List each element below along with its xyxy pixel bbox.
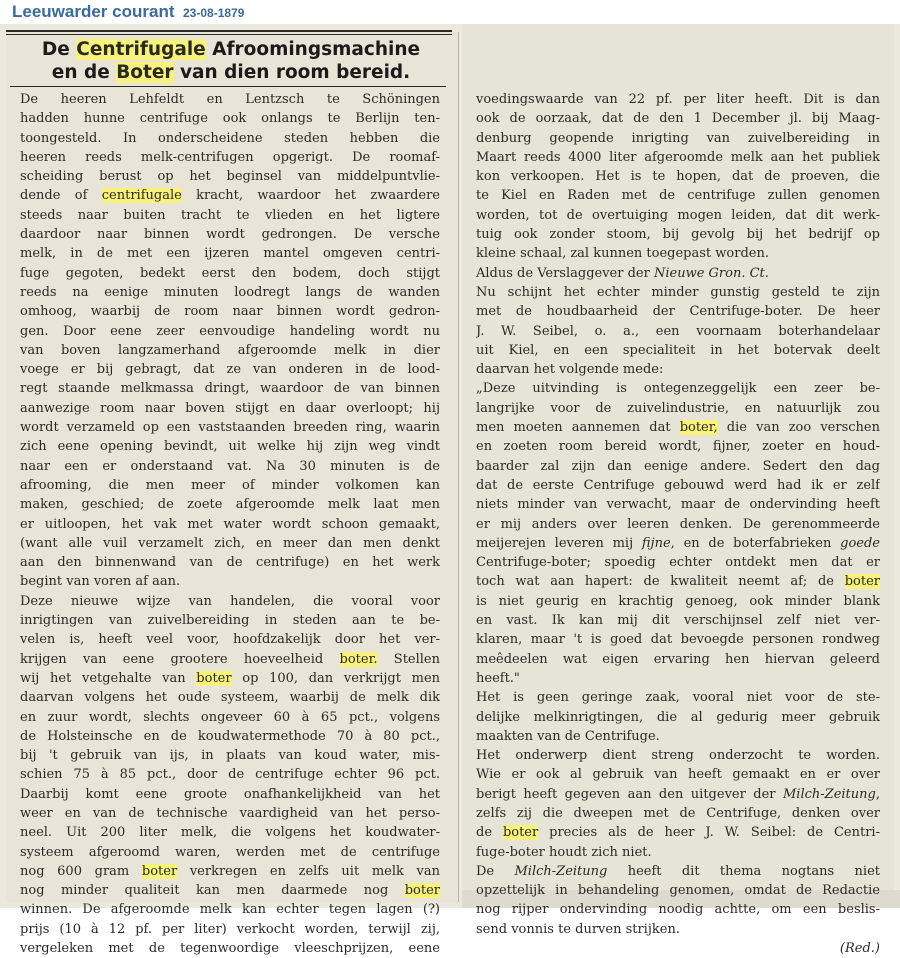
text-run: Daarbij komt eene groote onafhankelijkheid van het bbox=[20, 786, 440, 802]
text-run: klaren, maar 't is goed dat bevoegde personen rondweg bbox=[476, 632, 880, 648]
search-highlight: boter bbox=[844, 574, 880, 590]
text-line bbox=[476, 244, 880, 263]
text-line bbox=[20, 669, 440, 688]
text-run: prijs (10 à 12 pf. per liter) verkocht worden, terwijl zij, bbox=[20, 921, 440, 937]
text-run: De bbox=[41, 39, 77, 60]
text-run: zich eene opening bevindt, uit welke hij zijn weg vindt bbox=[20, 439, 440, 455]
text-line bbox=[20, 688, 440, 707]
text-line bbox=[20, 515, 440, 534]
text-line bbox=[20, 746, 440, 765]
left-column-text bbox=[20, 90, 440, 958]
text-line bbox=[20, 206, 440, 225]
text-run: Afroomingsmachine bbox=[205, 39, 421, 60]
text-line bbox=[20, 148, 440, 167]
text-run: steeds naar buiten tracht te vlieden en het ligtere bbox=[20, 207, 440, 223]
text-run: precies als de heer J. W. Seibel: de Centri- bbox=[538, 825, 880, 841]
italic-text: Milch-Zeitung bbox=[514, 863, 608, 879]
search-highlight: Centrifugale bbox=[76, 39, 206, 60]
text-line bbox=[20, 785, 440, 804]
text-line bbox=[476, 148, 880, 167]
text-run: verkregen en zelfs uit melk van bbox=[177, 863, 440, 879]
newspaper-title: Leeuwarder courant bbox=[12, 2, 175, 21]
text-line bbox=[20, 225, 440, 244]
text-line bbox=[476, 264, 880, 283]
text-line bbox=[20, 476, 440, 495]
text-line bbox=[16, 38, 446, 61]
text-run: toongesteld. In onderscheidene steden hebben die bbox=[20, 130, 440, 146]
text-run: kracht, waardoor het zwaardere bbox=[181, 188, 440, 204]
search-highlight: boter. bbox=[339, 651, 378, 667]
text-run: niets minder van verwacht, maar de ondervinding heeft bbox=[476, 497, 880, 513]
search-highlight: boter bbox=[404, 883, 440, 899]
text-line bbox=[20, 900, 440, 919]
text-line bbox=[476, 360, 880, 379]
text-run: daarvan volgens het oude systeem, waarbij de melk dik bbox=[20, 690, 440, 706]
text-line bbox=[476, 379, 880, 398]
text-line bbox=[476, 823, 880, 842]
text-run: wij het vetgehalte van bbox=[20, 670, 197, 686]
text-run: wordt verzameld op een vaststaanden breeden ring, waarin bbox=[20, 420, 440, 436]
text-run: de Holsteinsche en de koudwatermethode 70 à 80 pct., bbox=[20, 728, 440, 744]
text-run: voege er bij gebragt, dat ze van onderen in de lood- bbox=[20, 362, 440, 378]
text-line bbox=[476, 322, 880, 341]
text-run: meijerejen leveren mij bbox=[476, 535, 642, 551]
text-line bbox=[476, 225, 880, 244]
text-line bbox=[476, 746, 880, 765]
text-line bbox=[20, 341, 440, 360]
text-line bbox=[20, 360, 440, 379]
text-line bbox=[476, 90, 880, 109]
text-line bbox=[476, 785, 880, 804]
text-run: berigt heeft gegeven aan den uitgever der bbox=[476, 786, 783, 802]
text-line bbox=[20, 302, 440, 321]
text-run: men moeten aannemen dat bbox=[476, 420, 680, 436]
italic-text: Nieuwe Gron. Ct. bbox=[653, 265, 769, 281]
text-line bbox=[20, 495, 440, 514]
text-line bbox=[476, 437, 880, 456]
text-line bbox=[476, 476, 880, 495]
text-line bbox=[476, 804, 880, 823]
text-run: met de houdbaarheid der Centrifuge-boter. De heer bbox=[476, 304, 880, 320]
italic-text: (Red.) bbox=[839, 941, 880, 957]
text-line bbox=[20, 862, 440, 881]
text-run: , bbox=[875, 786, 880, 802]
text-line bbox=[476, 457, 880, 476]
text-line bbox=[20, 920, 440, 939]
text-run: van boven langzamerhand afgeroomde melk in dier bbox=[20, 342, 440, 358]
text-run: heeren reeds melk-centrifugen opgerigt. De roomaf- bbox=[20, 149, 440, 165]
text-line bbox=[20, 534, 440, 553]
viewer-header bbox=[0, 0, 900, 24]
text-line bbox=[476, 688, 880, 707]
text-run: , en de boterfabrieken bbox=[670, 535, 841, 551]
right-column-text bbox=[476, 90, 880, 958]
text-run: aanwezige room naar boven stijgt en daar overloopt; hij bbox=[20, 400, 440, 416]
text-run: (want alle vuil verzamelt zich, en meer dan men denkt bbox=[20, 535, 440, 551]
text-run: is niet geurig en krachtig genoeg, ook minder blank bbox=[476, 593, 880, 609]
text-run: begint van voren af aan. bbox=[20, 574, 181, 590]
text-run: nog minder qualiteit kan men daarmede nog bbox=[20, 883, 405, 899]
text-line bbox=[476, 129, 880, 148]
italic-text: fijne bbox=[641, 535, 671, 551]
text-run: denburg geopende inrigting van zuivelbereiding in bbox=[476, 130, 880, 146]
text-line bbox=[476, 534, 880, 553]
text-line bbox=[20, 418, 440, 437]
text-run: Deze nieuwe wijze van handelen, die vooral voor bbox=[20, 593, 440, 609]
search-highlight: Boter bbox=[116, 62, 174, 83]
text-run: krijgen van eene grootere hoeveelheid bbox=[20, 651, 340, 667]
text-run: heeft dit thema nogtans niet bbox=[607, 863, 880, 879]
text-line bbox=[20, 90, 440, 109]
text-run: gen. Door eene zeer eenvoudige handeling wordt nu bbox=[20, 323, 440, 339]
search-highlight: boter bbox=[196, 670, 232, 686]
text-line bbox=[20, 109, 440, 128]
search-highlight: boter bbox=[141, 863, 178, 879]
text-line bbox=[20, 553, 440, 572]
text-run: Stellen bbox=[377, 651, 440, 667]
text-run: de bbox=[476, 825, 503, 841]
text-run: maken, geschied; de zoete afgeroomde melk laat men bbox=[20, 497, 440, 513]
text-run: dende of bbox=[20, 188, 102, 204]
text-run: Maart reeds 4000 liter afgeroomde melk aan het publiek bbox=[476, 149, 880, 165]
text-run: schien 75 à 85 pct., door de centrifuge echter 96 pct. bbox=[20, 767, 440, 783]
text-line bbox=[476, 881, 880, 900]
text-line bbox=[20, 437, 440, 456]
text-line bbox=[476, 939, 880, 958]
text-run: weer en van de technische vaardigheid van het perso- bbox=[20, 805, 440, 821]
text-run: De bbox=[476, 863, 515, 879]
text-run: worden, tot de overtuiging mogen leiden, dat dit werk- bbox=[476, 207, 880, 223]
text-line bbox=[476, 650, 880, 669]
text-run: langrijke voor de zuivelindustrie, en natuurlijk zou bbox=[476, 400, 880, 416]
text-run: nog rijper ondervinding noodig achtte, om een beslis- bbox=[476, 902, 880, 918]
top-rule bbox=[6, 30, 452, 32]
text-line bbox=[20, 399, 440, 418]
text-line bbox=[20, 572, 440, 591]
text-line bbox=[476, 843, 880, 862]
text-run: zelfs zij die dweepen met de Centrifuge, denken over bbox=[476, 805, 880, 821]
text-line bbox=[476, 553, 880, 572]
text-run: aan den binnenwand van de centrifuge) en het werk bbox=[20, 555, 440, 571]
text-line bbox=[20, 592, 440, 611]
headline-rule bbox=[10, 86, 446, 87]
text-run: kleine schaal, zal kunnen toegepast worden. bbox=[476, 246, 769, 262]
text-run: regt staande melkmassa dringt, waardoor de van binnen bbox=[20, 381, 440, 397]
text-line bbox=[476, 206, 880, 225]
italic-text: goede bbox=[840, 535, 880, 551]
text-run: en de bbox=[51, 62, 117, 83]
text-run: fuge gegoten, bedekt eerst den bodem, doch stijgt bbox=[20, 265, 440, 281]
text-line bbox=[20, 457, 440, 476]
text-run: op 100, dan verkrijgt men bbox=[231, 670, 440, 686]
text-run: delijke melkinrigtingen, die al gedurig meer gebruik bbox=[476, 709, 880, 725]
article-headline bbox=[16, 38, 446, 84]
text-line bbox=[476, 669, 880, 688]
text-line bbox=[476, 399, 880, 418]
text-line bbox=[476, 630, 880, 649]
text-line bbox=[476, 341, 880, 360]
text-line bbox=[20, 765, 440, 784]
text-run: nog 600 gram bbox=[20, 863, 142, 879]
text-run: en vast. Ik kan mij dit verschijnsel zelf niet ver- bbox=[476, 613, 880, 629]
text-line bbox=[20, 244, 440, 263]
text-run: dat de eerste Centrifuge gebouwd werd had ik er zelf bbox=[476, 477, 880, 493]
text-line bbox=[16, 61, 446, 84]
text-line bbox=[20, 264, 440, 283]
text-run: „Deze uitvinding is ontegenzeggelijk een zeer be- bbox=[476, 381, 880, 397]
search-highlight: boter bbox=[502, 825, 539, 841]
top-rule-thin bbox=[6, 34, 452, 35]
text-run: er mij anders over leeren denken. De gerenommeerde bbox=[476, 516, 880, 532]
text-run: en zoeten room bereid wordt, fijner, zoeter en houd- bbox=[476, 439, 880, 455]
text-line bbox=[20, 283, 440, 302]
text-run: send vonnis te durven strijken. bbox=[476, 921, 680, 937]
text-line bbox=[476, 418, 880, 437]
text-line bbox=[20, 129, 440, 148]
text-line bbox=[476, 283, 880, 302]
text-run: bij 't gebruik van ijs, in plaats van koud water, mis- bbox=[20, 748, 440, 764]
text-run: De heeren Lehfeldt en Lentzsch te Schöningen bbox=[20, 92, 440, 107]
text-run: Het onderwerp dient streng onderzocht te worden. bbox=[476, 748, 880, 764]
text-line bbox=[20, 611, 440, 630]
text-run: melk, in de met een ijzeren mantel omgeven centri- bbox=[20, 246, 440, 262]
text-line bbox=[476, 592, 880, 611]
text-run: Nu schijnt het echter minder gunstig gesteld te zijn bbox=[476, 284, 880, 300]
text-run: afrooming, die men meer of minder volkomen kan bbox=[20, 477, 440, 493]
text-run: naar een er onderstaand vat. Na 30 minuten is de bbox=[20, 458, 440, 474]
text-line bbox=[476, 708, 880, 727]
text-run: voedingswaarde van 22 pf. per liter heeft. Dit is dan bbox=[476, 92, 880, 107]
text-line bbox=[20, 167, 440, 186]
text-line bbox=[20, 322, 440, 341]
text-line bbox=[20, 727, 440, 746]
text-run: scheiding berust op het beginsel van middelpuntvlie- bbox=[20, 169, 440, 185]
text-run: ook de oorzaak, dat de den 1 December jl. bij Maag- bbox=[476, 111, 880, 127]
text-run: baarder zal zijn dan eenige andere. Sedert den dag bbox=[476, 458, 880, 474]
search-highlight: centrifugale bbox=[101, 188, 182, 204]
newspaper-scan bbox=[0, 24, 900, 957]
text-run: te Kiel en Raden met de centrifuge zullen genomen bbox=[476, 188, 880, 204]
text-run: meêdeelen wat eigen ervaring hen hiervan geleerd bbox=[476, 651, 880, 667]
italic-text: Milch-Zeitung bbox=[783, 786, 876, 802]
text-run: velen is, heeft veel voor, hoofdzakelijk door het ver- bbox=[20, 632, 440, 648]
text-line bbox=[20, 804, 440, 823]
text-line bbox=[476, 727, 880, 746]
text-run: inrigtingen van zuivelbereiding in steden aan te be- bbox=[20, 613, 440, 629]
text-line bbox=[476, 572, 880, 591]
text-line bbox=[476, 109, 880, 128]
text-run: daarvan het volgende mede: bbox=[476, 362, 664, 378]
text-line bbox=[476, 862, 880, 881]
text-line bbox=[476, 765, 880, 784]
text-line bbox=[476, 167, 880, 186]
text-run: en zuur wordt, slechts ongeveer 60 à 65 pct., volgens bbox=[20, 709, 440, 725]
text-run: systeem afgeroomd waren, werden met de centrifuge bbox=[20, 844, 440, 860]
text-run: heeft." bbox=[476, 670, 520, 686]
text-run: Wie er ook al gebruik van heeft gemaakt en er over bbox=[476, 767, 880, 783]
text-run: reeds na eenige minuten loodregt langs de wanden bbox=[20, 284, 440, 300]
text-line bbox=[476, 302, 880, 321]
text-run: van dien room bereid. bbox=[173, 62, 411, 83]
text-run: kon verkoopen. Het is te hopen, dat de proeven, die bbox=[476, 169, 880, 185]
text-run: opzettelijk in behandeling genomen, omdat de Redactie bbox=[476, 883, 880, 899]
text-run: J. W. Seibel, o. a., een voornaam boterhandelaar bbox=[476, 323, 880, 339]
text-run: uit Kiel, en een specialiteit in het botervak deelt bbox=[476, 342, 880, 358]
text-run: omhoog, waarbij de room naar binnen wordt gedron- bbox=[20, 304, 440, 320]
text-line bbox=[20, 630, 440, 649]
text-run: daardoor naar binnen wordt gedrongen. De versche bbox=[20, 227, 440, 243]
text-line bbox=[476, 186, 880, 205]
text-run: vergeleken met de tegenwoordige vleeschprijzen, eene bbox=[20, 941, 440, 957]
text-run: die van zoo verschen bbox=[717, 420, 880, 436]
text-line bbox=[20, 881, 440, 900]
publication-date: 23-08-1879 bbox=[183, 6, 245, 20]
text-line bbox=[20, 650, 440, 669]
text-run: er uitloopen, het vak met water wordt schoon gemaakt, bbox=[20, 516, 440, 532]
text-run: Centrifuge-boter; spoedig echter ontdekt men dat er bbox=[476, 555, 880, 571]
text-line bbox=[476, 920, 880, 939]
text-line bbox=[20, 843, 440, 862]
text-run: tuig ook zonder stoom, bij gevolg bij het bedrijf op bbox=[476, 227, 880, 243]
text-line bbox=[20, 823, 440, 842]
text-line bbox=[20, 186, 440, 205]
text-line bbox=[476, 900, 880, 919]
text-line bbox=[20, 939, 440, 958]
text-line bbox=[476, 515, 880, 534]
text-line bbox=[20, 379, 440, 398]
text-run: Aldus de Verslaggever der bbox=[476, 265, 654, 281]
text-run: winnen. De afgeroomde melk kan echter tegen lagen (?) bbox=[20, 902, 440, 918]
text-run: maakten van de Centrifuge. bbox=[476, 728, 660, 744]
search-highlight: boter, bbox=[679, 420, 718, 436]
text-run: toch wat aan hapert: de kwaliteit neemt af; de bbox=[476, 574, 845, 590]
text-line bbox=[476, 611, 880, 630]
text-run: hadden hunne centrifuge ook onlangs te Berlijn ten- bbox=[20, 111, 440, 127]
text-run: neel. Uit 200 liter melk, die volgens het koudwater- bbox=[20, 825, 440, 841]
text-line bbox=[476, 495, 880, 514]
text-run: Het is geen geringe zaak, vooral niet voor de ste- bbox=[476, 690, 880, 706]
text-line bbox=[20, 708, 440, 727]
text-run: fuge-boter houdt zich niet. bbox=[476, 844, 652, 860]
